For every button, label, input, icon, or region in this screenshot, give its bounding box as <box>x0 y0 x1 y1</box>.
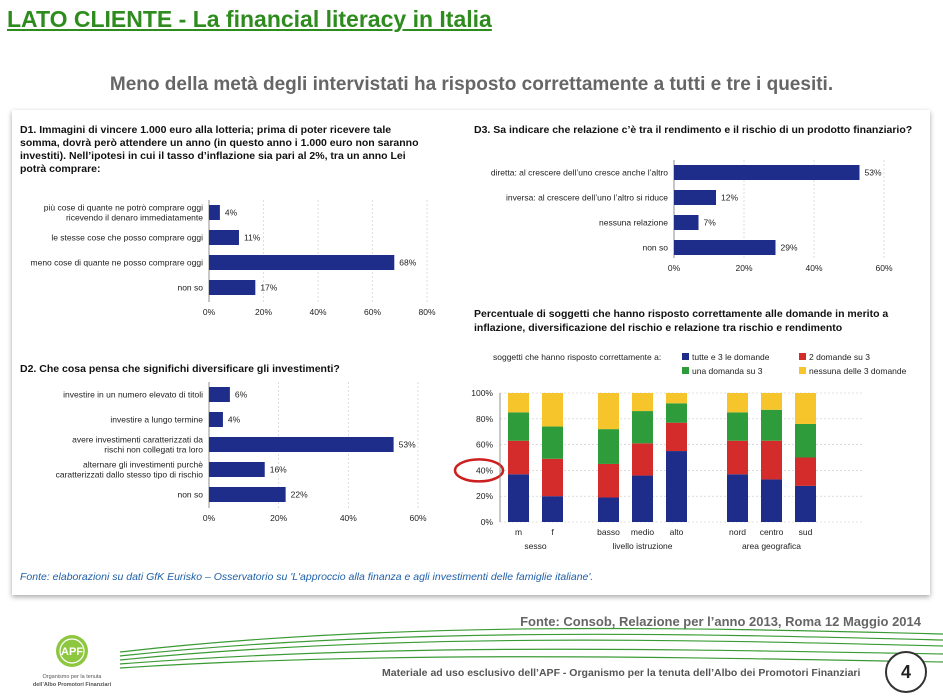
stack-segment <box>761 393 782 410</box>
d3-tick-label: 0% <box>667 263 681 273</box>
stack-category-label: m <box>514 527 523 537</box>
d2-bar <box>209 462 265 477</box>
d1-tick-label: 80% <box>418 307 436 317</box>
d3-tick-label: 20% <box>735 263 753 273</box>
stack-segment <box>508 412 529 440</box>
d2-tick-label: 0% <box>202 513 216 523</box>
stack-title-line: Percentuale di soggetti che hanno risposto correttamente alle domande in merito a <box>474 308 889 320</box>
page-title: LATO CLIENTE - La financial literacy in Italia <box>7 6 492 32</box>
d1-category-label: ricevendo il denaro immediatamente <box>65 212 203 223</box>
stack-segment <box>598 429 619 464</box>
stack-segment <box>727 393 748 412</box>
footer-text: Materiale ad uso esclusivo dell’APF - Organismo per la tenuta dell’Albo dei Promotori Finanziari <box>382 667 861 679</box>
d1-value-label: 4% <box>224 207 238 218</box>
stack-segment <box>632 476 653 522</box>
stack-legend-swatch <box>799 353 806 360</box>
d3-title-line: D3. Sa indicare che relazione c’è tra il rendimento e il rischio di un prodotto finanziario? <box>474 124 913 136</box>
d1-title-line: investiti). Nell’ipotesi in cui il tasso d’inflazione sia pari al 2%, tra un anno Lei <box>20 150 406 162</box>
stack-legend-label: tutte e 3 le domande <box>692 352 770 362</box>
stack-segment <box>795 393 816 424</box>
d1-category-label: non so <box>177 282 203 293</box>
stack-legend-label: nessuna delle 3 domande <box>809 366 907 376</box>
stack-legend-swatch <box>682 353 689 360</box>
d2-value-label: 6% <box>234 389 248 400</box>
d1-tick-label: 0% <box>202 307 216 317</box>
logo-caption-2: dell’Albo Promotori Finanziari <box>32 682 112 688</box>
stack-segment <box>508 393 529 412</box>
stack-tick-label: 80% <box>475 413 493 424</box>
stack-group-label: area geografica <box>741 541 802 551</box>
d1-value-label: 17% <box>260 282 278 293</box>
d1-value-label: 11% <box>243 232 261 243</box>
stack-group-label: sesso <box>524 541 547 551</box>
stack-segment <box>761 441 782 480</box>
stack-segment <box>666 423 687 451</box>
stack-category-label: medio <box>630 527 655 537</box>
d1-title-line: somma, dovrà però attendere un anno (in questo anno i 1.000 euro non saranno <box>20 137 419 149</box>
d1-tick-label: 60% <box>363 307 382 317</box>
d1-tick-label: 20% <box>254 307 273 317</box>
d1-bar <box>209 230 239 245</box>
stack-segment <box>666 403 687 422</box>
stack-category-label: alto <box>669 527 684 537</box>
d3-category-label: nessuna relazione <box>599 217 668 228</box>
d2-category-label: investire in un numero elevato di titoli <box>63 389 203 400</box>
charts-canvas <box>12 110 930 595</box>
d2-category-label: rischi non collegati tra loro <box>104 444 203 455</box>
d1-bar <box>209 280 255 295</box>
d2-category-label: non so <box>177 489 203 500</box>
stack-legend-title: soggetti che hanno risposto correttamente a: <box>493 352 662 362</box>
d1-title-line: D1. Immagini di vincere 1.000 euro alla lotteria; prima di poter ricevere tale <box>20 124 392 136</box>
d3-tick-label: 60% <box>875 263 893 273</box>
d3-value-label: 12% <box>721 192 739 203</box>
stack-segment <box>727 412 748 440</box>
d1-title-line: potrà comprare: <box>20 163 101 175</box>
d3-category-label: diretta: al crescere dell’uno cresce anche l’altro <box>490 167 668 178</box>
d1-category-label: meno cose di quante ne posso comprare oggi <box>30 257 203 268</box>
source-citation: Fonte: Consob, Relazione per l’anno 2013, Roma 12 Maggio 2014 <box>520 614 921 629</box>
page-subtitle: Meno della metà degli intervistati ha risposto correttamente a tutti e tre i quesiti. <box>109 74 834 95</box>
stack-category-label: f <box>551 527 554 537</box>
page-number: 4 <box>885 651 927 693</box>
d2-category-label: caratterizzati dallo stesso tipo di rischio <box>55 469 203 480</box>
stack-segment <box>761 479 782 522</box>
stack-segment <box>666 451 687 522</box>
d1-tick-label: 40% <box>309 307 327 317</box>
stack-segment <box>508 474 529 522</box>
stack-legend-label: una domanda su 3 <box>692 366 763 376</box>
stack-segment <box>632 411 653 443</box>
d1-category-label: più cose di quante ne potrò comprare oggi <box>43 202 203 213</box>
d1-category-label: le stesse cose che posso comprare oggi <box>51 232 203 243</box>
stack-segment <box>727 474 748 522</box>
stack-tick-label: 0% <box>480 517 493 527</box>
stack-segment <box>598 393 619 429</box>
d2-bar <box>209 387 230 402</box>
d1-bar <box>209 205 220 220</box>
logo-caption-1: Organismo per la tenuta <box>42 674 102 680</box>
d3-value-label: 53% <box>864 167 882 178</box>
d3-tick-label: 40% <box>805 263 823 273</box>
d2-bar <box>209 412 223 427</box>
stack-title-line: inflazione, diversificazione del rischio e relazione tra rischio e rendimento <box>474 322 843 334</box>
stack-category-label: nord <box>728 527 747 537</box>
stack-segment <box>632 393 653 411</box>
d3-category-label: non so <box>642 242 668 253</box>
stack-segment <box>761 410 782 441</box>
stack-category-label: basso <box>597 527 620 537</box>
stack-segment <box>542 496 563 522</box>
stack-segment <box>795 458 816 486</box>
stack-segment <box>542 393 563 427</box>
stack-legend-label: 2 domande su 3 <box>809 352 870 362</box>
d2-bar <box>209 487 286 502</box>
d2-value-label: 4% <box>227 414 241 425</box>
d3-bar <box>674 240 776 255</box>
d3-category-label: inversa: al crescere dell’uno l’altro si riduce <box>505 192 668 203</box>
stack-segment <box>508 441 529 475</box>
stack-tick-label: 60% <box>475 439 493 450</box>
stack-category-label: sud <box>798 527 813 537</box>
stack-group-label: livello istruzione <box>612 541 673 551</box>
survey-figure <box>12 110 930 595</box>
stack-segment <box>795 486 816 522</box>
stack-segment <box>727 441 748 475</box>
stack-tick-label: 100% <box>471 388 493 398</box>
stack-segment <box>598 464 619 498</box>
d2-category-label: avere investimenti caratterizzati da <box>72 434 203 445</box>
d2-tick-label: 60% <box>409 513 427 523</box>
stack-segment <box>632 443 653 475</box>
d2-category-label: investire a lungo termine <box>110 414 203 425</box>
d1-bar <box>209 255 394 270</box>
d2-value-label: 22% <box>290 489 308 500</box>
logo-mark: APF <box>61 646 83 658</box>
fonte-note: Fonte: elaborazioni su dati GfK Eurisko – Osservatorio su 'L'approccio alla finanza e agli investimenti delle famiglie italiane'. <box>20 571 594 583</box>
d2-value-label: 16% <box>269 464 287 475</box>
d3-value-label: 7% <box>703 217 716 228</box>
d2-title-line: D2. Che cosa pensa che significhi diversificare gli investimenti? <box>20 363 340 375</box>
stack-segment <box>542 459 563 496</box>
stack-legend-swatch <box>682 367 689 374</box>
stack-segment <box>542 427 563 459</box>
stack-segment <box>795 424 816 458</box>
d3-bar <box>674 215 699 230</box>
stack-tick-label: 20% <box>475 491 493 502</box>
d3-value-label: 29% <box>780 242 798 253</box>
d2-tick-label: 40% <box>339 513 357 523</box>
apf-logo <box>22 632 117 694</box>
d2-category-label: alternare gli investimenti purchè <box>82 459 203 470</box>
d2-bar <box>209 437 394 452</box>
stack-category-label: centro <box>759 527 784 537</box>
d2-tick-label: 20% <box>270 513 288 523</box>
stack-segment <box>666 393 687 403</box>
stack-tick-label: 40% <box>475 465 493 476</box>
stack-segment <box>598 497 619 522</box>
stack-legend-swatch <box>799 367 806 374</box>
d3-bar <box>674 165 860 180</box>
d1-value-label: 68% <box>399 257 417 268</box>
d3-bar <box>674 190 716 205</box>
d2-value-label: 53% <box>398 439 416 450</box>
